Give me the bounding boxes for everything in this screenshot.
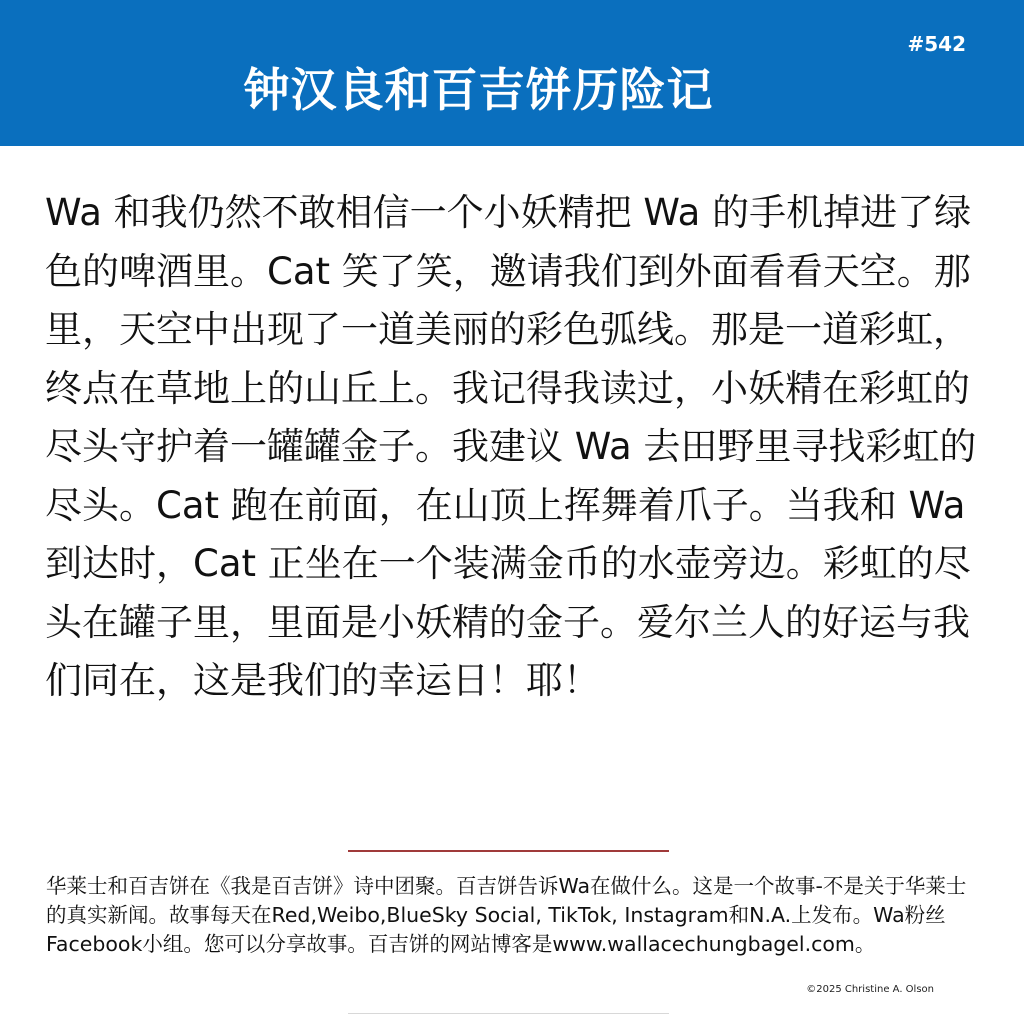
header-banner: [0, 0, 1024, 146]
page-title: 钟汉良和百吉饼历险记: [243, 63, 714, 117]
copyright-notice: ©2025 Christine A. Olson: [806, 984, 934, 995]
section-divider: [348, 850, 669, 852]
bottom-rule: [348, 1013, 669, 1014]
footer-note: 华莱士和百吉饼在《我是百吉饼》诗中团聚。百吉饼告诉Wa在做什么。这是一个故事-不是关于华莱士的真实新闻。故事每天在Red,Weibo,BlueSky Social, TikTok, Instagram和N.A.上发布。Wa粉丝Facebook小组。您可以分享故事。百吉饼的网站博客是www.wallacechungbagel.com。: [46, 874, 967, 956]
episode-number: #542: [907, 32, 966, 56]
story-text: Wa 和我仍然不敢相信一个小妖精把 Wa 的手机掉进了绿色的啤酒里。Cat 笑了笑，邀请我们到外面看看天空。那里，天空中出现了一道美丽的彩色弧线。那是一道彩虹，终点在草地上的山丘上。我记得我读过，小妖精在彩虹的尽头守护着一罐罐金子。我建议 Wa 去田野里寻找彩虹的尽头。Cat 跑在前面，在山顶上挥舞着爪子。当我和 Wa 到达时，Cat 正坐在一个装满金币的水壶旁边。彩虹的尽头在罐子里，里面是小妖精的金子。爱尔兰人的好运与我们同在，这是我们的幸运日！耶！: [45, 191, 977, 702]
